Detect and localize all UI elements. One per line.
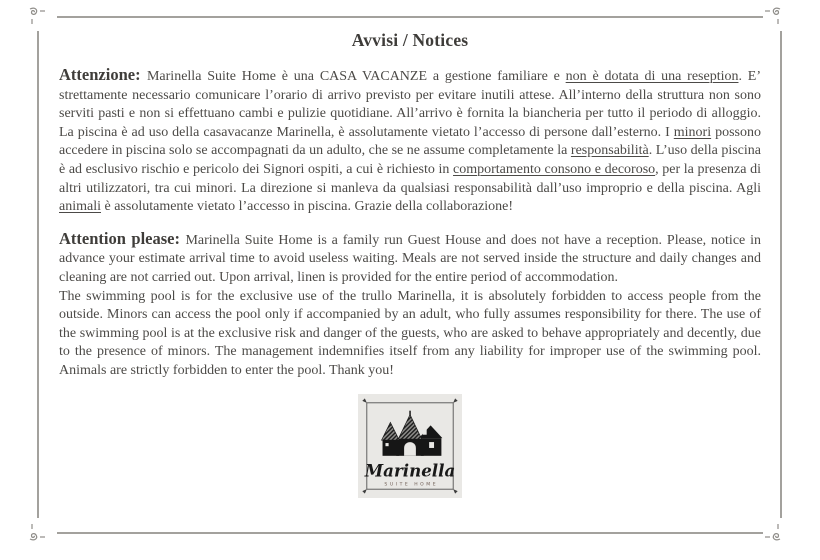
marinella-logo-image: [358, 394, 462, 498]
frame-border-top: [57, 16, 763, 18]
page-title: Avvisi / Notices: [351, 30, 469, 50]
corner-flourish-icon: [26, 5, 48, 27]
frame-border-bottom: [57, 532, 763, 534]
underline-minori: minori: [673, 124, 712, 140]
underline-responsabilita: responsabilità: [570, 143, 649, 159]
corner-flourish-icon: [762, 5, 784, 27]
attenzione-lead: Attenzione:: [59, 65, 147, 84]
notice-english: [59, 230, 761, 381]
logo-subtitle: SUITE HOME: [384, 482, 439, 488]
notice-italian-text: , per la presenza di altri utilizzatori, tra cui minori. La direzione si manleva da qualsiasi responsabilità dall’uso improprio e della piscina. Agli: [59, 161, 761, 196]
underline-no-reception-it: non è dotata di una reseption: [565, 69, 739, 84]
marinella-logo: [59, 394, 761, 498]
frame-border-left: [37, 31, 39, 518]
notice-italian-text: . E’ strettamente necessario comunicare l’orario di arrivo previsto per evitare inutili attese. All’interno della struttura non sono serviti pasti e non si effettuano cambi e pulizie quotidiane. All’arrivo è fornita la biancheria per tutto il periodo di alloggio. La piscina è ad uso della casavacanze Marinella, è assolutamente vietato l’accesso di persone dall’esterno. I: [59, 69, 761, 140]
underline-animali: animali: [59, 199, 101, 215]
corner-flourish-icon: [762, 521, 784, 543]
notice-page: [59, 30, 761, 498]
notice-italian-text: Marinella Suite Home è una CASA VACANZE a gestione familiare e: [146, 69, 566, 84]
corner-flourish-icon: [26, 521, 48, 543]
attention-lead: Attention please:: [59, 228, 186, 248]
notice-italian: [59, 66, 761, 217]
logo-wordmark: Marinella: [364, 459, 456, 480]
notice-italian-text: possono accedere in piscina solo se accompagnati da un adulto, che se ne assume completamente la: [59, 124, 761, 159]
notice-italian-text: è assolutamente vietato l’accesso in piscina. Grazie della collaborazione!: [101, 199, 514, 215]
notice-italian-text: . L’uso della piscina è ad esclusivo rischio e pericolo dei Signori ospiti, a cui è richiesto in: [59, 143, 761, 177]
underline-comportamento: comportamento consono e decoroso: [453, 161, 656, 177]
frame-border-right: [780, 31, 782, 518]
notice-english-part1: Marinella Suite Home is a family run Guest House and does not have a reception. Please, notice in advance your estimate arrival time to avoid useless waiting. Meals are not served inside the structure and daily changes and cleaning are not carried out. Upon arrival, linen is provided for the entire period of accommodation.: [59, 232, 761, 285]
notice-english-part2: The swimming pool is for the exclusive use of the trullo Marinella, it is absolutely forbidden to access people from the outside. Minors can access the pool only if accompanied by an adult, who fully assumes responsibility for there. The use of the swimming pool is at the exclusive risk and danger of the guests, who are asked to behave appropriately and decently, due to the presence of minors. The management indemnifies itself from any liability for improper use of the swimming pool. Animals are strictly forbidden to enter the pool. Thank you!: [59, 288, 761, 378]
